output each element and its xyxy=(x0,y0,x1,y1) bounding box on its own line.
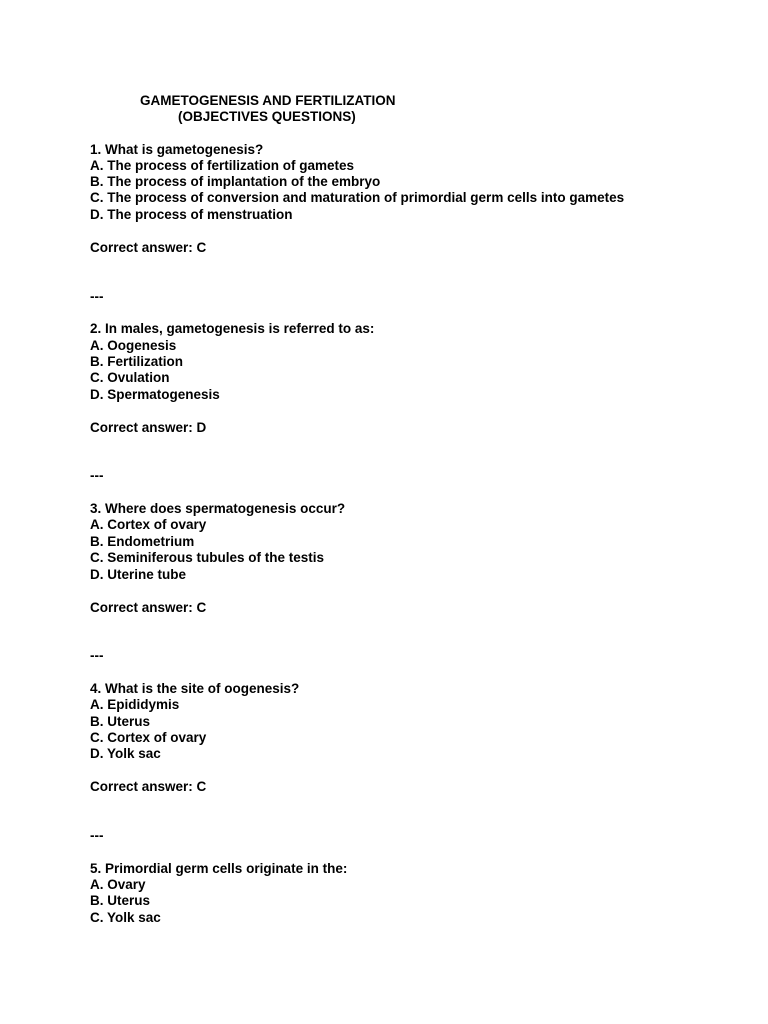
question-4-option-b: B. Uterus xyxy=(90,714,151,729)
question-2-option-d: D. Spermatogenesis xyxy=(90,387,220,402)
question-2-answer: Correct answer: D xyxy=(90,420,207,435)
question-4-answer: Correct answer: C xyxy=(90,779,207,794)
question-3-option-a: A. Cortex of ovary xyxy=(90,517,207,532)
question-1-option-c: C. The process of conversion and maturation of primordial germ cells into gametes xyxy=(90,190,625,205)
question-2-text: 2. In males, gametogenesis is referred to as: xyxy=(90,321,375,336)
separator-3: --- xyxy=(90,648,104,663)
question-1-text: 1. What is gametogenesis? xyxy=(90,142,264,157)
separator-4: --- xyxy=(90,828,104,843)
question-1-option-d: D. The process of menstruation xyxy=(90,207,293,222)
document-title: GAMETOGENESIS AND FERTILIZATION xyxy=(140,93,396,108)
question-3-answer: Correct answer: C xyxy=(90,600,207,615)
question-5-option-c: C. Yolk sac xyxy=(90,910,161,925)
question-2-option-c: C. Ovulation xyxy=(90,370,170,385)
question-2-option-a: A. Oogenesis xyxy=(90,338,177,353)
question-1-answer: Correct answer: C xyxy=(90,240,207,255)
question-1-option-a: A. The process of fertilization of gametes xyxy=(90,158,355,173)
question-5-option-a: A. Ovary xyxy=(90,877,146,892)
document-subtitle: (OBJECTIVES QUESTIONS) xyxy=(178,109,356,124)
question-3-option-c: C. Seminiferous tubules of the testis xyxy=(90,550,325,565)
question-3-option-b: B. Endometrium xyxy=(90,534,195,549)
separator-1: --- xyxy=(90,289,104,304)
question-4-option-d: D. Yolk sac xyxy=(90,746,161,761)
separator-2: --- xyxy=(90,468,104,483)
question-3-option-d: D. Uterine tube xyxy=(90,567,187,582)
question-4-option-c: C. Cortex of ovary xyxy=(90,730,207,745)
question-4-text: 4. What is the site of oogenesis? xyxy=(90,681,300,696)
question-5-option-b: B. Uterus xyxy=(90,893,151,908)
question-5-text: 5. Primordial germ cells originate in the: xyxy=(90,861,348,876)
question-2-option-b: B. Fertilization xyxy=(90,354,184,369)
question-3-text: 3. Where does spermatogenesis occur? xyxy=(90,501,346,516)
question-1-option-b: B. The process of implantation of the embryo xyxy=(90,174,381,189)
question-4-option-a: A. Epididymis xyxy=(90,697,180,712)
